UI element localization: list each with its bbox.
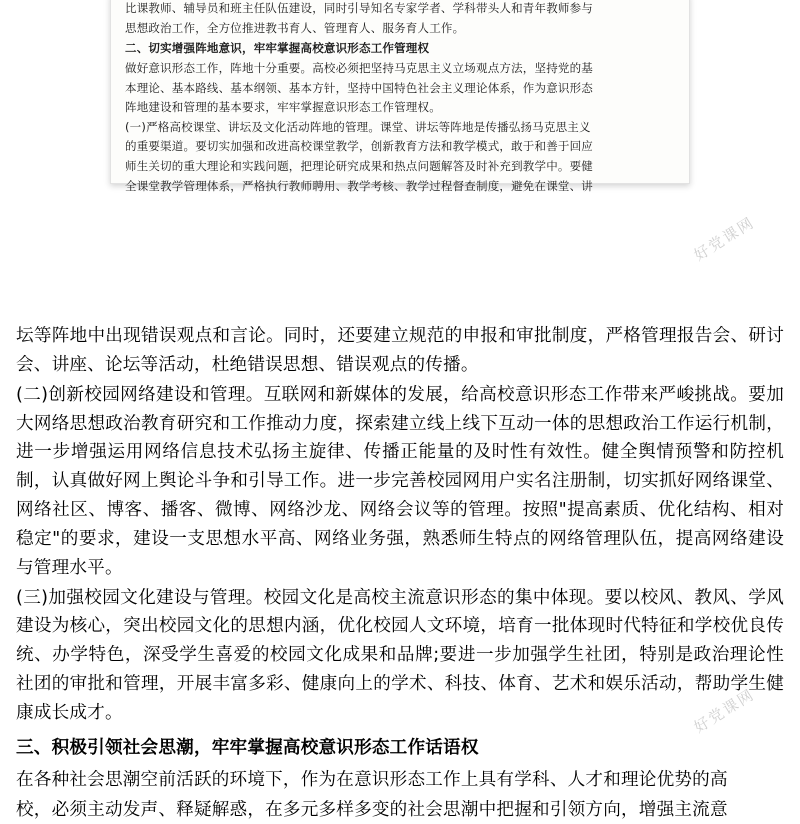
- preview-line: 的重要渠道。要切实加强和改进高校课堂教学，创新教育方法和教学模式，敢于和善于回应: [125, 139, 593, 154]
- preview-text-block: [111, 0, 689, 195]
- preview-line: 师生关切的重大理论和实践问题，把理论研究成果和热点问题解答及时补充到教学中。要健: [125, 159, 593, 173]
- preview-line: 本理论、基本路线、基本纲领、基本方针，坚持中国特色社会主义理论体系，作为意识形态: [125, 80, 593, 95]
- body-paragraph: 坛等阵地中出现错误观点和言论。同时，还要建立规范的申报和审批制度，严格管理报告会、研讨会、讲座、论坛等活动，杜绝错误思想、错误观点的传播。: [16, 326, 784, 375]
- preview-line: 阵地建设和管理的基本要求，牢牢掌握意识形态工作管理权。: [125, 100, 441, 115]
- watermark: 好党课网: [690, 213, 758, 265]
- preview-heading: 二、切实增强阵地意识，牢牢掌握高校意识形态工作管理权: [125, 41, 430, 56]
- preview-line: 思想政治工作，全方位推进教书育人、管理育人、服务育人工作。: [125, 20, 465, 35]
- preview-line: 全课堂教学管理体系，严格执行教师聘用、教学考核、教学过程督查制度，避免在课堂、讲: [125, 178, 593, 193]
- document-preview-card: [110, 0, 690, 193]
- document-body: [16, 322, 784, 820]
- preview-line: (一)严格高校课堂、讲坛及文化活动阵地的管理。课堂、讲坛等阵地是传播弘扬马克思主义: [125, 119, 591, 134]
- page-bottom-edge: [0, 794, 800, 800]
- body-paragraph: 在各种社会思潮空前活跃的环境下，作为在意识形态工作上具有学科、人才和理论优势的高: [16, 769, 728, 790]
- preview-line: 比课教师、辅导员和班主任队伍建设，同时引导知名专家学者、学科带头人和青年教师参与: [125, 1, 593, 15]
- section-heading: 三、积极引领社会思潮，牢牢掌握高校意识形态工作话语权: [16, 737, 479, 758]
- preview-line: 做好意识形态工作，阵地十分重要。高校必须把坚持马克思主义立场观点方法，坚持党的基: [125, 60, 593, 75]
- body-paragraph: (三)加强校园文化建设与管理。校园文化是高校主流意识形态的集中体现。要以校风、教风、学风建设为核心，突出校园文化的思想内涵，优化校园人文环境，培育一批体现时代特征和学校优良传统、办学特色，深受学生喜爱的校园文化成果和品牌;要进一步加强学生社团，特别是政治理论性社团的审批和管理，开展丰富多彩、健康向上的学术、科技、体育、艺术和娱乐活动，帮助学生健康成长成才。: [16, 587, 784, 723]
- body-paragraph: (二)创新校园网络建设和管理。互联网和新媒体的发展，给高校意识形态工作带来严峻挑战。要加大网络思想政治教育研究和工作推动力度，探索建立线上线下互动一体的思想政治工作运行机制，进一步增强运用网络信息技术弘扬主旋律、传播正能量的及时性有效性。健全舆情预警和防控机制，认真做好网上舆论斗争和引导工作。进一步完善校园网用户实名注册制，切实抓好网络课堂、网络社区、博客、播客、微博、网络沙龙、网络会议等的管理。按照"提高素质、优化结构、相对稳定"的要求，建设一支思想水平高、网络业务强，熟悉师生特点的网络管理队伍，提高网络建设与管理水平。: [16, 384, 784, 578]
- watermark: 好党课网: [690, 685, 758, 737]
- body-paragraph-clipped: 校，必须主动发声、释疑解惑，在多元多样多变的社会思潮中把握和引领方向，增强主流意: [16, 799, 728, 820]
